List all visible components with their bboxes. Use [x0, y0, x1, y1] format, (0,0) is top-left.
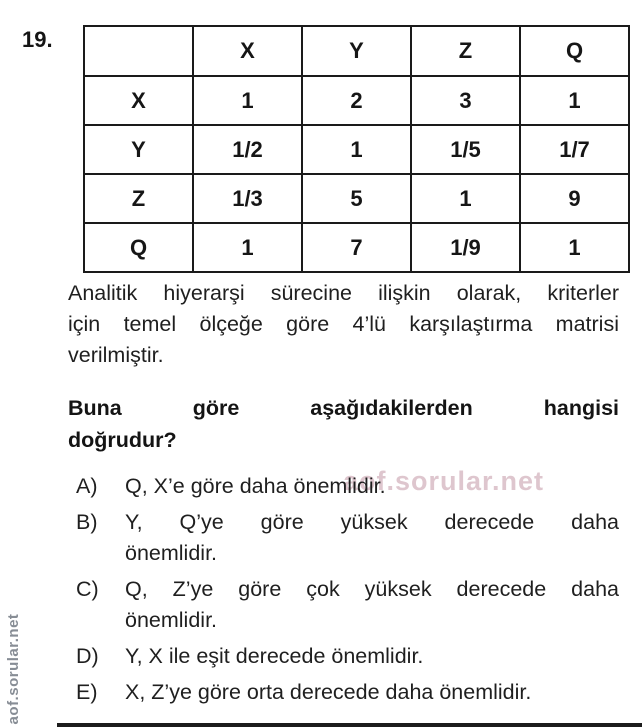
option-text [125, 574, 619, 636]
option-text-line: X, Z’ye göre orta derecede daha önemlidir. [125, 680, 532, 704]
paragraph-line: için temel ölçeğe göre 4’lü karşılaştırma matrisi [68, 312, 619, 336]
bottom-divider-bar [57, 723, 642, 727]
paragraph-line: verilmiştir. [68, 343, 164, 367]
matrix-row-label: X [84, 76, 193, 125]
option-label: C) [76, 577, 99, 601]
matrix-row [84, 125, 629, 174]
matrix-value-cell: 1/2 [193, 125, 302, 174]
matrix-value-cell: 1 [411, 174, 520, 223]
matrix-value-cell: 1 [520, 76, 629, 125]
matrix-value-cell: 7 [302, 223, 411, 272]
option-label: B) [76, 510, 98, 534]
matrix-header-cell: Y [302, 26, 411, 76]
matrix-value-cell: 1/5 [411, 125, 520, 174]
option-text-line: Q, Z’ye göre çok yüksek derecede daha [125, 577, 619, 601]
matrix-row [84, 174, 629, 223]
matrix-value-cell: 1/7 [520, 125, 629, 174]
option-label: D) [76, 644, 99, 668]
option-label: A) [76, 474, 98, 498]
matrix-row-label: Z [84, 174, 193, 223]
matrix-value-cell: 2 [302, 76, 411, 125]
option-text [125, 471, 619, 502]
matrix-value-cell: 5 [302, 174, 411, 223]
option-text-line: önemlidir. [125, 541, 218, 565]
matrix-corner-cell [84, 26, 193, 76]
matrix-row-label: Q [84, 223, 193, 272]
matrix-row-label: Y [84, 125, 193, 174]
option-item-a [76, 471, 619, 502]
option-item-d [76, 641, 619, 672]
matrix-header-row [84, 26, 629, 76]
option-item-c [76, 574, 619, 636]
matrix-value-cell: 1/3 [193, 174, 302, 223]
options-list [76, 471, 619, 713]
prompt-line: Buna göre aşağıdakilerden hangisi [68, 396, 619, 420]
pairwise-comparison-matrix-table [83, 25, 630, 273]
matrix-value-cell: 1 [520, 223, 629, 272]
option-text-line: Q, X’e göre daha önemlidir. [125, 474, 386, 498]
matrix-header-cell: Q [520, 26, 629, 76]
matrix-value-cell: 3 [411, 76, 520, 125]
paragraph-line: Analitik hiyerarşi sürecine ilişkin olarak, kriterler [68, 281, 619, 305]
matrix-value-cell: 1 [193, 76, 302, 125]
question-paragraph [68, 278, 619, 371]
matrix-row [84, 223, 629, 272]
center-watermark: aof.sorular.net [343, 466, 545, 496]
option-item-e [76, 677, 619, 708]
prompt-line: doğrudur? [68, 428, 177, 452]
option-text-line: Y, X ile eşit derecede önemlidir. [125, 644, 424, 668]
left-vertical-watermark: aof.sorular.net [5, 613, 22, 725]
matrix-value-cell: 9 [520, 174, 629, 223]
option-item-b [76, 507, 619, 569]
option-text [125, 677, 619, 708]
matrix-table-body [84, 26, 629, 272]
option-text-line: önemlidir. [125, 608, 218, 632]
option-text [125, 507, 619, 569]
question-number: 19. [22, 27, 53, 52]
matrix-value-cell: 1 [302, 125, 411, 174]
matrix-value-cell: 1 [193, 223, 302, 272]
option-text [125, 641, 619, 672]
matrix-header-cell: Z [411, 26, 520, 76]
option-text-line: Y, Q’ye göre yüksek derecede daha [125, 510, 619, 534]
matrix-row [84, 76, 629, 125]
question-prompt [68, 392, 619, 456]
matrix-header-cell: X [193, 26, 302, 76]
matrix-value-cell: 1/9 [411, 223, 520, 272]
option-label: E) [76, 680, 98, 704]
